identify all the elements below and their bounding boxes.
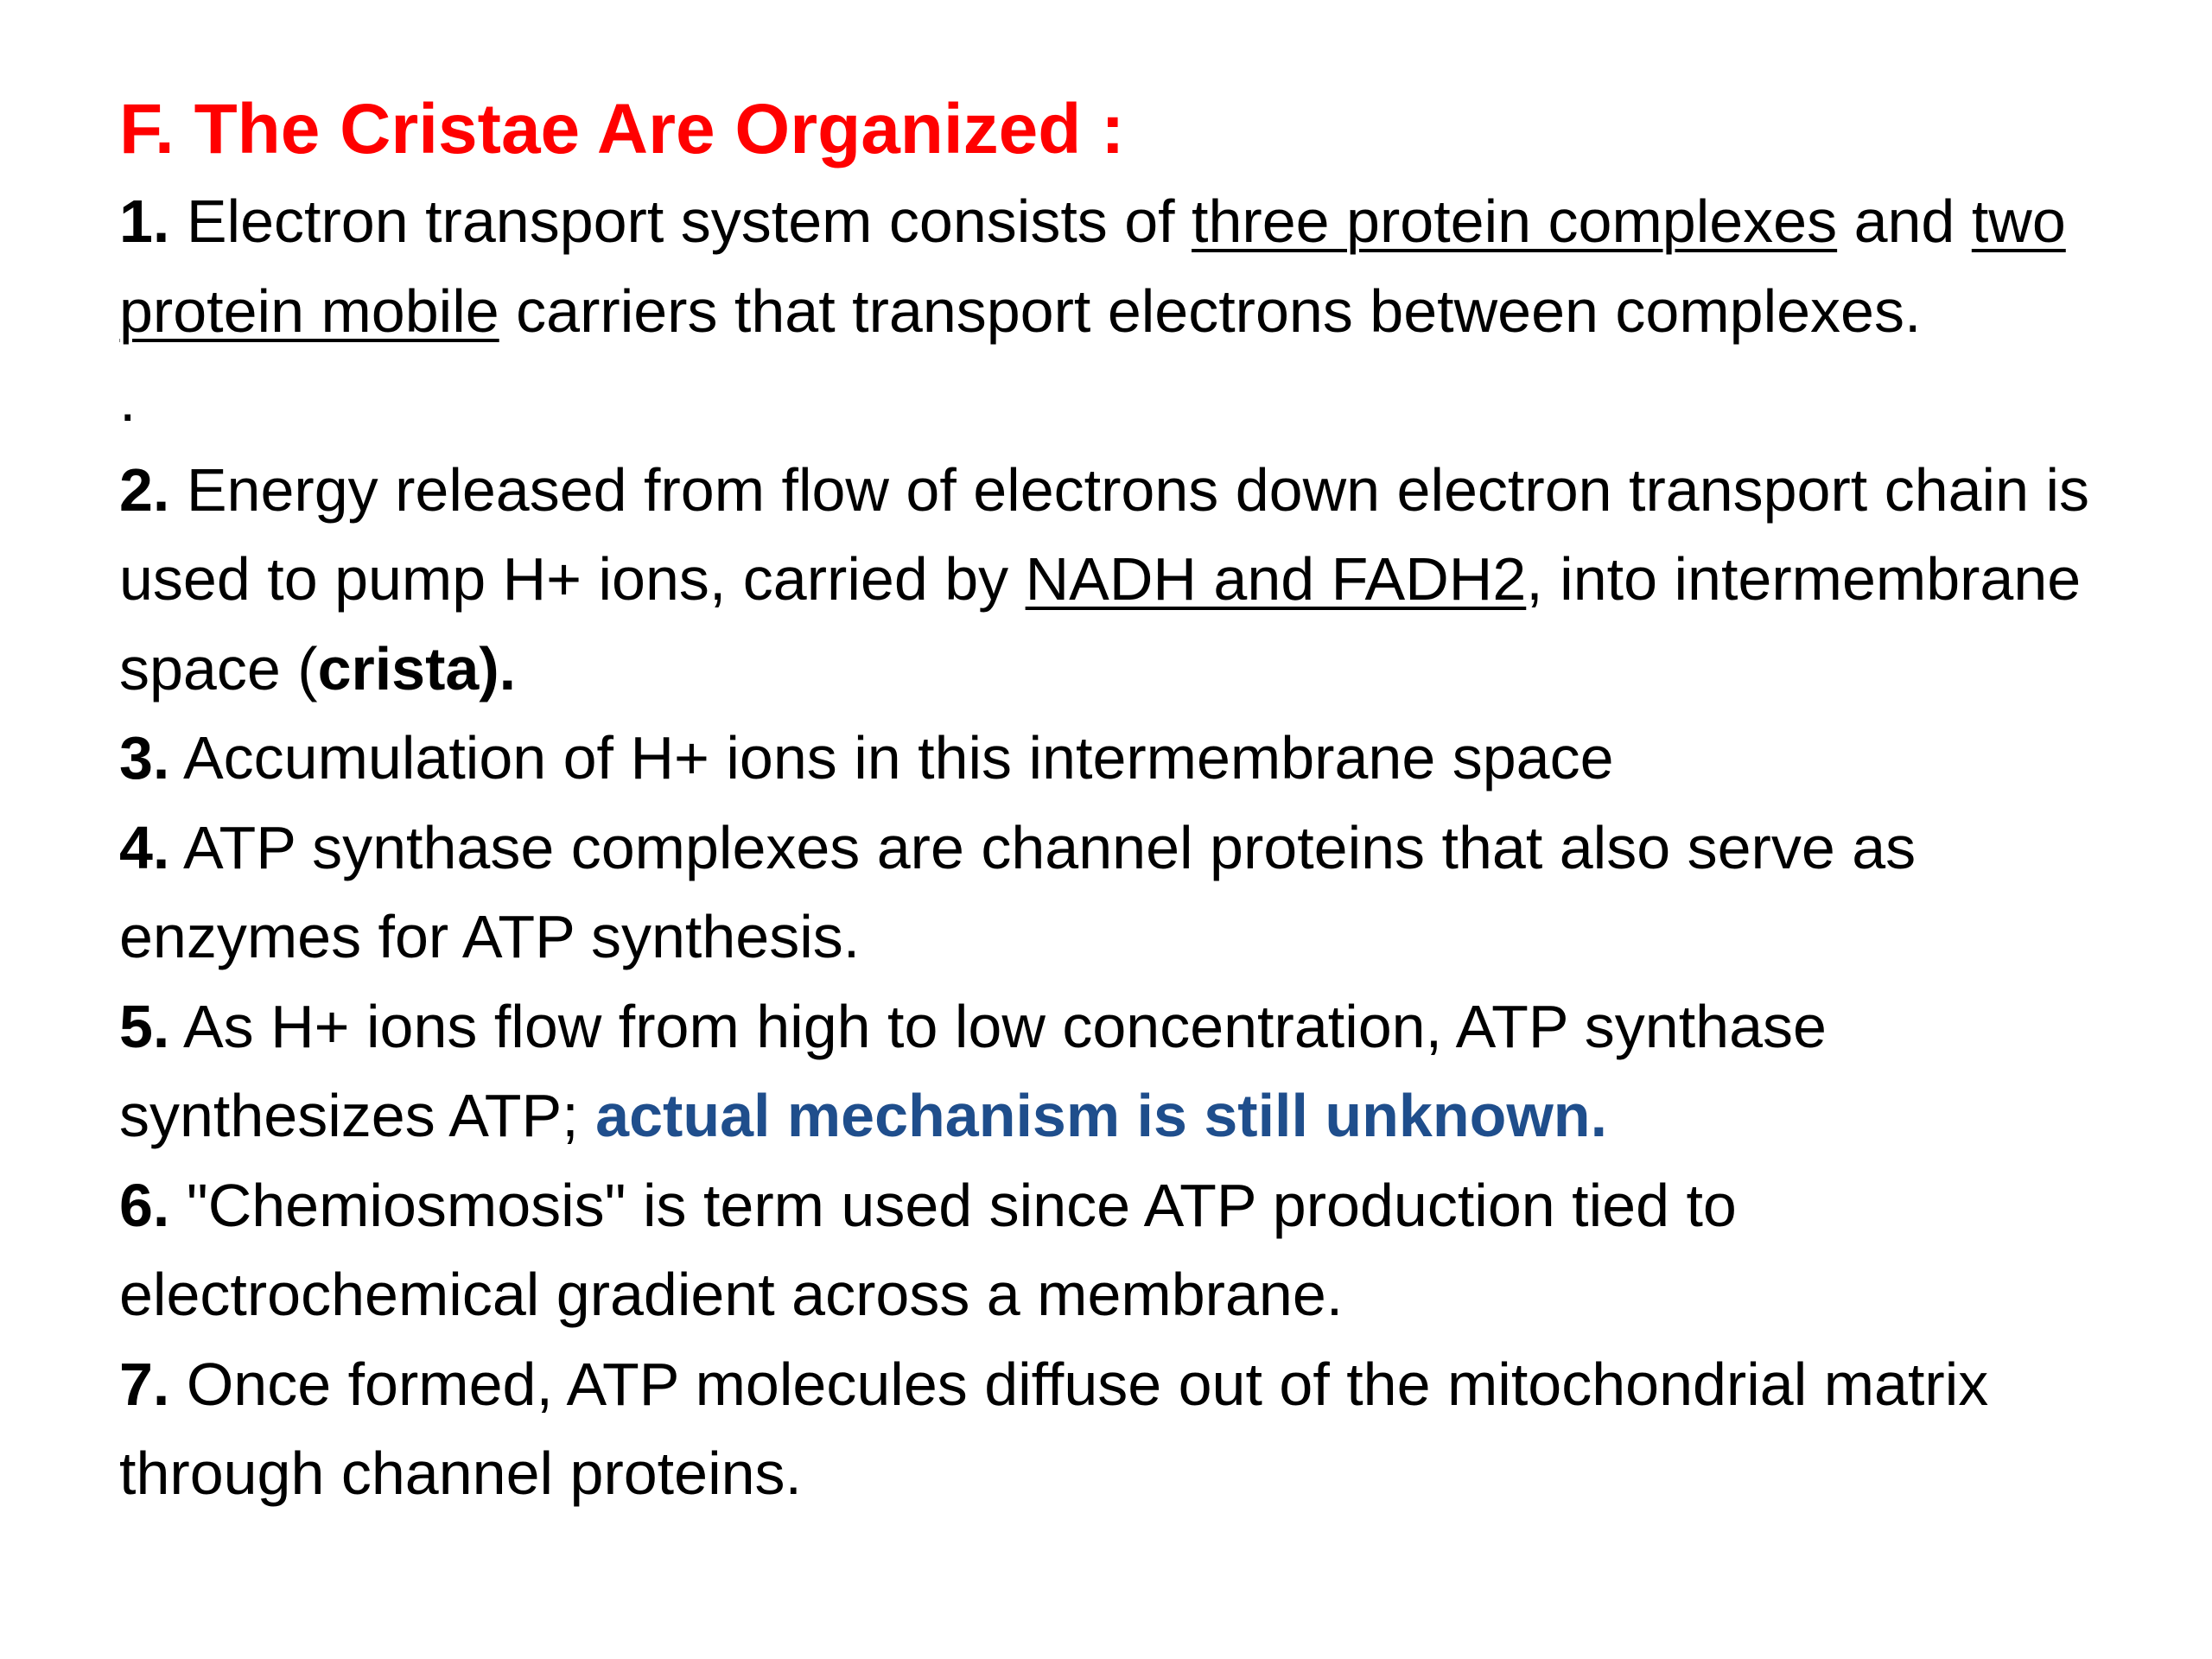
item-text: Accumulation of H+ ions in this intermembrane space bbox=[169, 724, 1614, 791]
list-item-3 bbox=[119, 714, 2133, 804]
list-item-5 bbox=[119, 982, 2133, 1161]
slide-title: F. The Cristae Are Organized : bbox=[119, 90, 1125, 168]
list-item-4 bbox=[119, 804, 2133, 982]
underlined-text: NADH and FADH2 bbox=[1025, 545, 1527, 613]
slide-body bbox=[119, 177, 2133, 1519]
item-number: 7. bbox=[119, 1350, 170, 1418]
item-text: carriers that transport electrons between complexes. bbox=[499, 276, 1922, 345]
item-text: , into intermembrane space ( bbox=[119, 545, 2082, 702]
bold-text: crista). bbox=[317, 634, 517, 702]
item-text: Once formed, ATP molecules diffuse out of the mitochondrial matrix through channel proteins. bbox=[119, 1350, 1989, 1507]
item-text: ATP synthase complexes are channel proteins that also serve as enzymes for ATP synthesis. bbox=[119, 813, 1916, 970]
list-item-7 bbox=[119, 1340, 2133, 1519]
item-text: Energy released from flow of electrons down electron transport chain is used to pump H+ ions, carried by bbox=[119, 455, 2090, 613]
item-number: 2. bbox=[119, 455, 170, 524]
slide bbox=[119, 82, 2133, 1519]
item-text: Electron transport system consists of bbox=[169, 188, 1192, 255]
item-number: 3. bbox=[119, 724, 170, 791]
item-text: and bbox=[1837, 188, 1972, 255]
item-number: 4. bbox=[119, 813, 170, 881]
list-item-2 bbox=[119, 446, 2133, 715]
item-number: 1. bbox=[119, 188, 170, 255]
list-item-1 bbox=[119, 177, 2133, 356]
item-text: "Chemiosmosis" is term used since ATP production tied to electrochemical gradient across a membrane. bbox=[119, 1171, 1737, 1328]
item-number: 6. bbox=[119, 1171, 170, 1239]
item-number: 5. bbox=[119, 992, 170, 1060]
item-text: As H+ ions flow from high to low concentration, ATP synthase synthesizes ATP; bbox=[119, 992, 1827, 1149]
list-item-6 bbox=[119, 1161, 2133, 1340]
highlighted-text: actual mechanism is still unknown. bbox=[595, 1082, 1608, 1149]
underlined-text: two protein mobile bbox=[119, 188, 2066, 345]
underlined-text: three protein complexes bbox=[1192, 188, 1838, 255]
separator-dot: . bbox=[119, 366, 137, 434]
